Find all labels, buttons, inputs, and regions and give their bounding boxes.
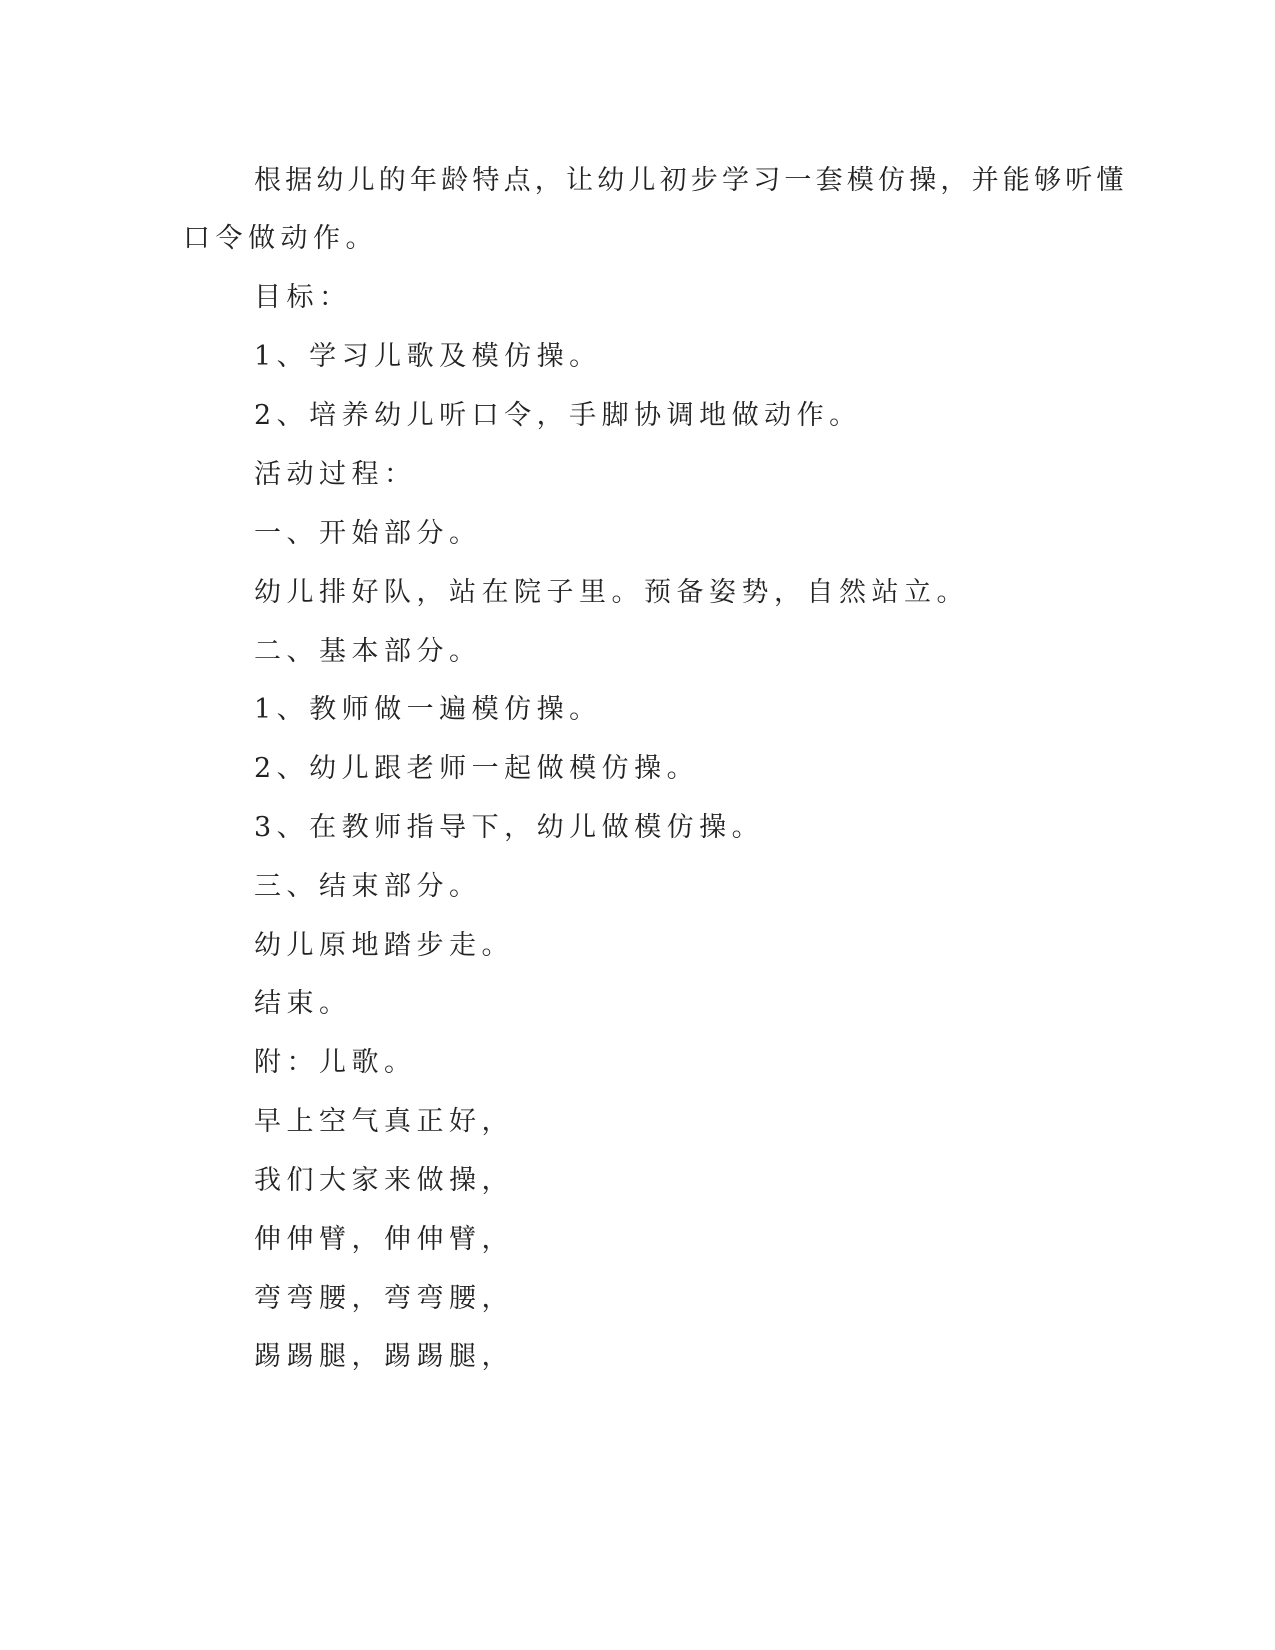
appendix-heading: 附：儿歌。 bbox=[254, 1047, 417, 1078]
poem-line-2: 我们大家来做操， bbox=[254, 1165, 514, 1196]
intro-paragraph-line-2: 口令做动作。 bbox=[183, 223, 378, 254]
part1-title: 一、开始部分。 bbox=[254, 518, 482, 549]
end-text: 结束。 bbox=[254, 988, 352, 1019]
poem-line-5: 踢踢腿，踢踢腿， bbox=[254, 1341, 514, 1372]
part3-text: 幼儿原地踏步走。 bbox=[254, 930, 514, 961]
process-heading: 活动过程： bbox=[254, 459, 417, 490]
part2-step-1: 1、教师做一遍模仿操。 bbox=[254, 694, 602, 725]
part2-title: 二、基本部分。 bbox=[254, 636, 482, 667]
poem-line-3: 伸伸臂，伸伸臂， bbox=[254, 1224, 514, 1255]
part1-text: 幼儿排好队，站在院子里。预备姿势，自然站立。 bbox=[254, 577, 969, 608]
poem-line-4: 弯弯腰，弯弯腰， bbox=[254, 1283, 514, 1314]
part2-step-3: 3、在教师指导下，幼儿做模仿操。 bbox=[254, 812, 765, 843]
goal-item-2: 2、培养幼儿听口令，手脚协调地做动作。 bbox=[254, 400, 862, 431]
goals-heading: 目标： bbox=[254, 282, 352, 313]
intro-paragraph-line-1: 根据幼儿的年龄特点，让幼儿初步学习一套模仿操，并能够听懂 bbox=[254, 165, 1128, 196]
poem-line-1: 早上空气真正好， bbox=[254, 1106, 514, 1137]
part3-title: 三、结束部分。 bbox=[254, 871, 482, 902]
part2-step-2: 2、幼儿跟老师一起做模仿操。 bbox=[254, 753, 700, 784]
goal-item-1: 1、学习儿歌及模仿操。 bbox=[254, 341, 602, 372]
